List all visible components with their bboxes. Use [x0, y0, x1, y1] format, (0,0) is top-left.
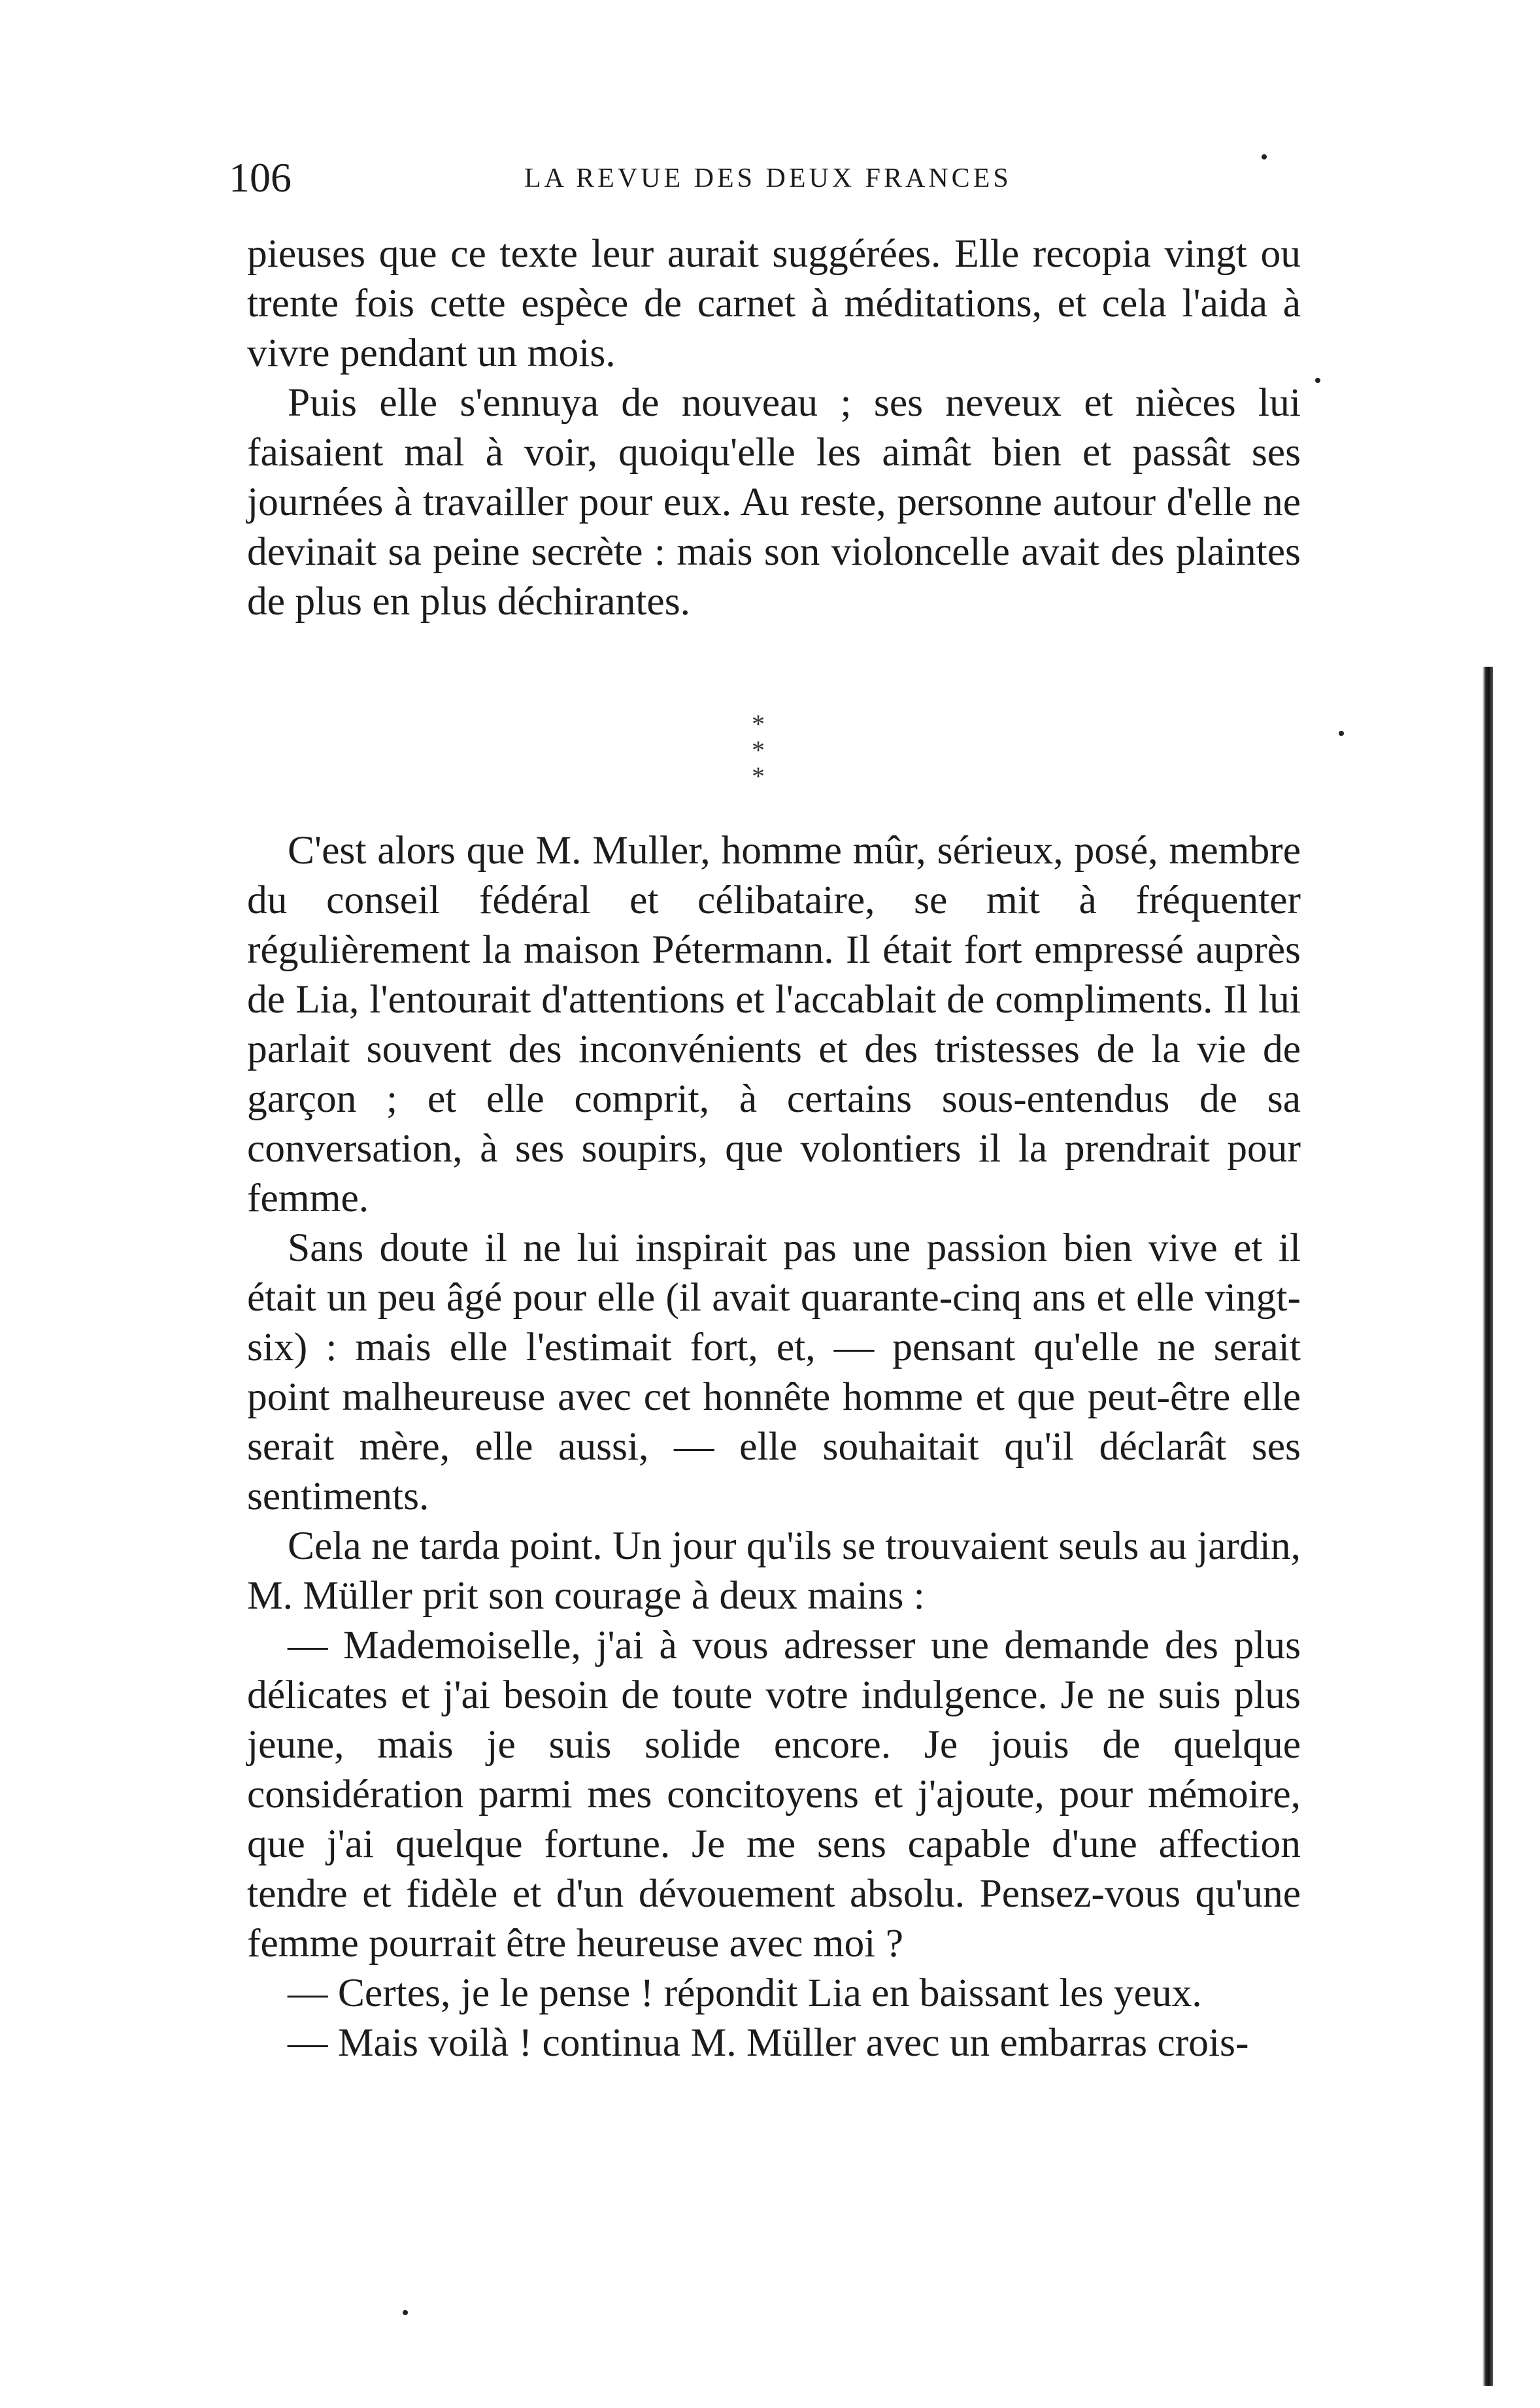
page-header — [229, 152, 1294, 204]
dialogue-paragraph: — Mademoiselle, j'ai à vous adresser une demande des plus délicates et j'ai besoin de toute votre indulgence. Je ne suis plus jeune, mais je suis solide encore. Je jouis de quelque considération parmi mes concitoyens et j'ajoute, pour mémoire, que j'ai quelque fortune. Je me sens capable d'une affection tendre et fidèle et d'un dévouement absolu. Pensez-vous qu'une femme pourrait être heureuse avec moi ? — [247, 1623, 1301, 1965]
scan-speck — [1315, 378, 1320, 383]
dialogue-paragraph: — Mais voilà ! continua M. Müller avec un embarras crois- — [288, 2020, 1249, 2065]
paragraph-continued: pieuses que ce texte leur aurait suggérées. Elle recopia vingt ou trente fois cette espèce de carnet à méditations, et cela l'aida à vivre pendant un mois. — [247, 231, 1301, 375]
paragraph: C'est alors que M. Muller, homme mûr, sérieux, posé, membre du conseil fédéral et célibataire, se mit à fréquenter régulièrement la maison Pétermann. Il était fort empressé auprès de Lia, l'entourait d'attentions et l'accablait de compliments. Il lui parlait souvent des inconvénients et des tristesses de la vie de garçon ; et elle comprit, à certains sous-entendus de sa conversation, à ses soupirs, que volontiers il la prendrait pour femme. — [247, 828, 1301, 1220]
paragraph: Puis elle s'ennuya de nouveau ; ses neveux et nièces lui faisaient mal à voir, quoiqu'elle les aimât bien et passât ses journées à travailler pour eux. Au reste, personne autour d'elle ne devinait sa peine secrète : mais son violoncelle avait des plaintes de plus en plus déchirantes. — [247, 380, 1301, 624]
top-text-block — [247, 229, 1301, 626]
asterism-bottom-stars: * * — [752, 735, 782, 791]
scan-speck — [1262, 154, 1267, 159]
dialogue-paragraph: — Certes, je le pense ! répondit Lia en baissant les yeux. — [288, 1971, 1202, 2015]
paragraph: Cela ne tarda point. Un jour qu'ils se trouvaient seuls au jardin, M. Müller prit son courage à deux mains : — [247, 1524, 1301, 1618]
page-number: 106 — [229, 154, 292, 201]
section-separator-asterism — [719, 709, 797, 791]
scanned-page-edge — [1482, 667, 1493, 2386]
scan-speck — [403, 2310, 408, 2315]
running-head: LA REVUE DES DEUX FRANCES — [524, 163, 1012, 193]
asterism-top-star: * — [752, 709, 765, 739]
scan-speck — [1339, 731, 1344, 736]
main-text-block — [247, 826, 1301, 2067]
paragraph: Sans doute il ne lui inspirait pas une passion bien vive et il était un peu âgé pour elle (il avait quarante-cinq ans et elle vingt-six) : mais elle l'estimait fort, et, — pensant qu'elle ne serait point malheureuse avec cet honnête homme et que peut-être elle serait mère, elle aussi, — elle souhaitait qu'il déclarât ses sentiments. — [247, 1226, 1301, 1518]
